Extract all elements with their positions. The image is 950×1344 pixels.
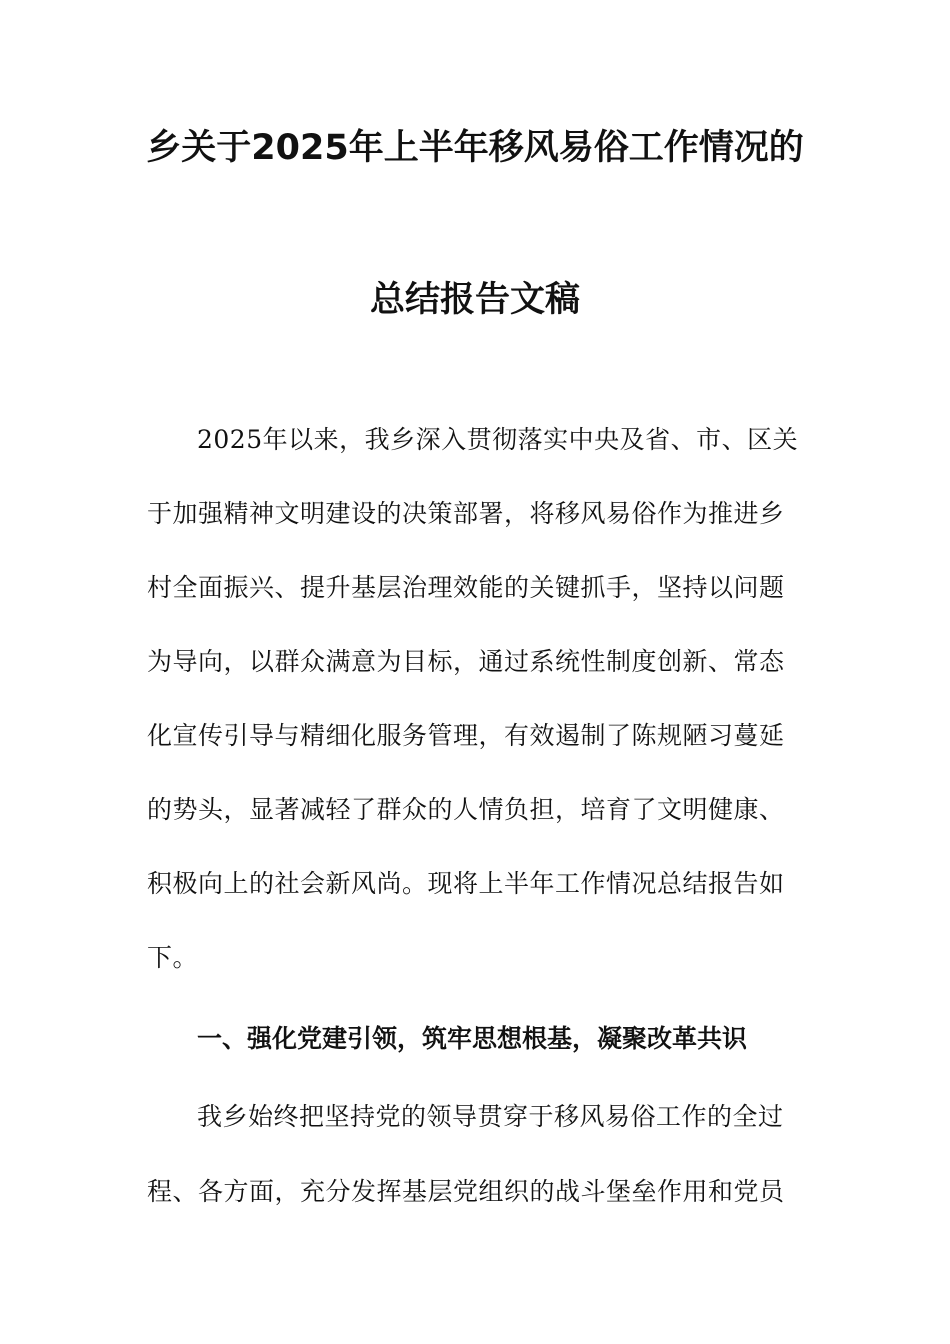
paragraph-2-line-2: 程、各方面，充分发挥基层党组织的战斗堡垒作用和党员	[147, 1177, 785, 1206]
paragraph-1-line-4: 为导向，以群众满意为目标，通过系统性制度创新、常态	[147, 647, 785, 676]
paragraph-1-line-8: 下。	[147, 943, 199, 972]
paragraph-1-line-6: 的势头，显著减轻了群众的人情负担，培育了文明健康、	[147, 795, 785, 824]
document-title-line-2: 总结报告文稿	[369, 280, 580, 320]
document-title-line-1: 乡关于2025年上半年移风易俗工作情况的	[146, 128, 804, 168]
paragraph-1-line-5: 化宣传引导与精细化服务管理，有效遏制了陈规陋习蔓延	[147, 721, 785, 750]
paragraph-2-line-1: 我乡始终把坚持党的领导贯穿于移风易俗工作的全过	[197, 1102, 784, 1131]
paragraph-1-line-2: 于加强精神文明建设的决策部署，将移风易俗作为推进乡	[147, 499, 785, 528]
section-1-heading: 一、强化党建引领，筑牢思想根基，凝聚改革共识	[197, 1024, 748, 1053]
paragraph-1-line-3: 村全面振兴、提升基层治理效能的关键抓手，坚持以问题	[147, 573, 785, 602]
paragraph-1-line-7: 积极向上的社会新风尚。现将上半年工作情况总结报告如	[147, 869, 785, 898]
paragraph-1-line-1: 2025年以来，我乡深入贯彻落实中央及省、市、区关	[197, 425, 799, 454]
